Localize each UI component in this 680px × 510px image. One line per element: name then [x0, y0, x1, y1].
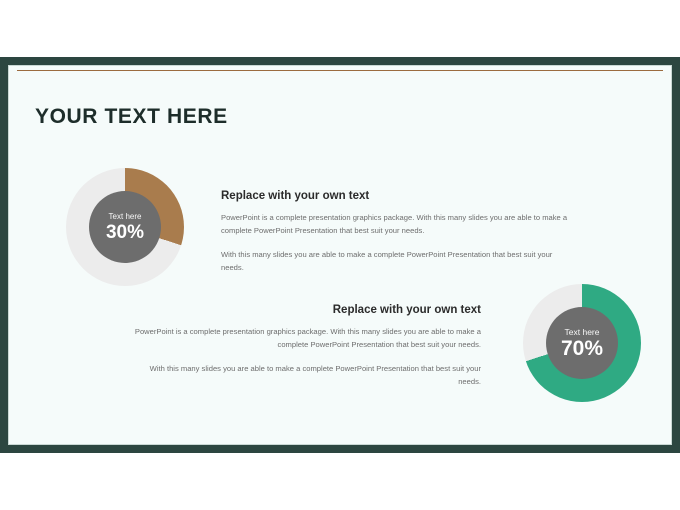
donut-center-value-70: 70% — [560, 336, 604, 360]
donut-chart-30 — [66, 168, 184, 286]
text-block-one-paragraph-1: PowerPoint is a complete presentation graphics package. With this many slides you are able to make a complete PowerPoint Presentation that best suit your needs. — [221, 213, 568, 235]
donut-center-label-30: Text here — [108, 211, 142, 221]
text-block-one-heading: Replace with your own text — [221, 190, 370, 202]
accent-rule — [17, 70, 663, 71]
page-title: YOUR TEXT HERE — [35, 105, 228, 128]
text-block-two-heading: Replace with your own text — [332, 304, 481, 316]
donut-center-70 — [546, 307, 618, 379]
text-block-two-paragraph-1: PowerPoint is a complete presentation graphics package. With this many slides you are able to make a complete PowerPoint Presentation that best suit your needs. — [134, 327, 481, 349]
text-block-two — [131, 304, 481, 388]
donut-center-30 — [89, 191, 161, 263]
text-block-one — [221, 190, 569, 274]
slide-frame — [0, 57, 680, 453]
donut-center-value-30: 30% — [105, 221, 145, 243]
donut-chart-70 — [523, 284, 641, 402]
donut-center-label-70: Text here — [564, 326, 600, 337]
text-block-one-paragraph-2: With this many slides you are able to make a complete PowerPoint Presentation that best suit your needs. — [221, 250, 553, 272]
slide-canvas — [8, 65, 672, 445]
text-block-two-paragraph-2: With this many slides you are able to make a complete PowerPoint Presentation that best suit your needs. — [149, 364, 481, 386]
